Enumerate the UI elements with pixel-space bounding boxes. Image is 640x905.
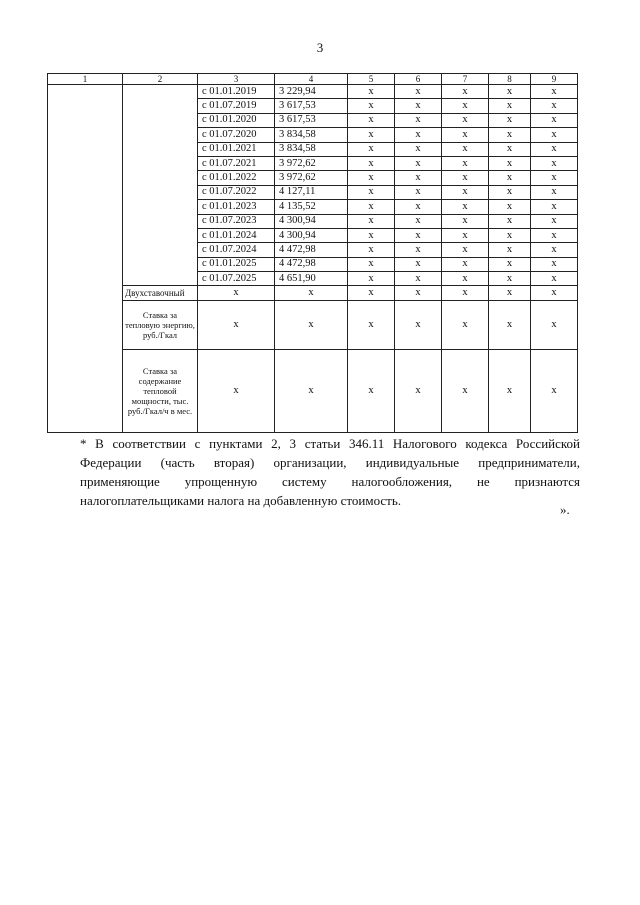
x-cell: х — [348, 128, 395, 142]
x-cell: х — [348, 349, 395, 432]
x-cell: х — [531, 128, 578, 142]
tariff-table — [47, 73, 578, 433]
period-cell: с 01.07.2024 — [198, 243, 275, 257]
capacity-rate-row-label: Ставка за содержание тепловой мощности, тыс. руб./Гкал/ч в мес. — [123, 349, 198, 432]
x-cell: х — [275, 286, 348, 300]
merged-cell-col2 — [123, 85, 198, 286]
x-cell: х — [442, 128, 489, 142]
x-cell: х — [489, 156, 531, 170]
x-cell: х — [395, 257, 442, 271]
x-cell: х — [348, 257, 395, 271]
x-cell: х — [531, 286, 578, 300]
period-cell: с 01.07.2025 — [198, 272, 275, 286]
x-cell: х — [489, 349, 531, 432]
x-cell: х — [489, 200, 531, 214]
x-cell: х — [442, 349, 489, 432]
x-cell: х — [489, 171, 531, 185]
merged-cell-col1 — [48, 85, 123, 433]
x-cell: х — [348, 99, 395, 113]
header-cell: 9 — [531, 74, 578, 85]
x-cell: х — [531, 349, 578, 432]
x-cell: х — [395, 142, 442, 156]
x-cell: х — [395, 128, 442, 142]
x-cell: х — [531, 113, 578, 127]
x-cell: х — [531, 214, 578, 228]
x-cell: х — [531, 228, 578, 242]
header-cell: 3 — [198, 74, 275, 85]
tariff-value-cell: 3 617,53 — [275, 99, 348, 113]
x-cell: х — [275, 300, 348, 349]
period-cell: с 01.07.2021 — [198, 156, 275, 170]
x-cell: х — [531, 156, 578, 170]
capacity-rate-row — [48, 349, 578, 432]
tariff-value-cell: 3 972,62 — [275, 156, 348, 170]
x-cell: х — [348, 286, 395, 300]
x-cell: х — [442, 113, 489, 127]
x-cell: х — [348, 200, 395, 214]
closing-quote: ». — [560, 502, 570, 517]
period-cell: с 01.01.2020 — [198, 113, 275, 127]
x-cell: х — [442, 185, 489, 199]
x-cell: х — [531, 85, 578, 99]
x-cell: х — [531, 99, 578, 113]
x-cell: х — [395, 243, 442, 257]
x-cell: х — [442, 85, 489, 99]
x-cell: х — [531, 185, 578, 199]
x-cell: х — [395, 156, 442, 170]
period-cell: с 01.01.2025 — [198, 257, 275, 271]
x-cell: х — [348, 300, 395, 349]
x-cell: х — [198, 300, 275, 349]
x-cell: х — [348, 156, 395, 170]
header-cell: 2 — [123, 74, 198, 85]
x-cell: х — [275, 349, 348, 432]
x-cell: х — [442, 156, 489, 170]
x-cell: х — [489, 85, 531, 99]
x-cell: х — [348, 185, 395, 199]
footnote — [80, 434, 580, 510]
x-cell: х — [442, 286, 489, 300]
tariff-value-cell: 4 135,52 — [275, 200, 348, 214]
x-cell: х — [442, 99, 489, 113]
x-cell: х — [531, 300, 578, 349]
two-part-row-label: Двухставочный — [123, 286, 198, 300]
x-cell: х — [395, 228, 442, 242]
x-cell: х — [531, 243, 578, 257]
period-cell: с 01.01.2021 — [198, 142, 275, 156]
two-part-row — [48, 286, 578, 300]
table-row — [48, 85, 578, 99]
x-cell: х — [489, 286, 531, 300]
x-cell: х — [442, 142, 489, 156]
x-cell: х — [489, 99, 531, 113]
heat-rate-row — [48, 300, 578, 349]
header-cell: 4 — [275, 74, 348, 85]
x-cell: х — [348, 243, 395, 257]
x-cell: х — [531, 257, 578, 271]
header-cell: 7 — [442, 74, 489, 85]
x-cell: х — [395, 113, 442, 127]
x-cell: х — [395, 272, 442, 286]
tariff-value-cell: 3 617,53 — [275, 113, 348, 127]
x-cell: х — [489, 142, 531, 156]
x-cell: х — [442, 300, 489, 349]
x-cell: х — [531, 171, 578, 185]
x-cell: х — [531, 272, 578, 286]
x-cell: х — [395, 286, 442, 300]
tariff-value-cell: 4 300,94 — [275, 214, 348, 228]
period-cell: с 01.01.2024 — [198, 228, 275, 242]
tariff-value-cell: 4 472,98 — [275, 257, 348, 271]
x-cell: х — [531, 200, 578, 214]
x-cell: х — [442, 243, 489, 257]
x-cell: х — [395, 171, 442, 185]
x-cell: х — [489, 228, 531, 242]
x-cell: х — [442, 171, 489, 185]
x-cell: х — [442, 228, 489, 242]
x-cell: х — [395, 200, 442, 214]
x-cell: х — [348, 113, 395, 127]
tariff-value-cell: 3 972,62 — [275, 171, 348, 185]
x-cell: х — [395, 85, 442, 99]
x-cell: х — [489, 113, 531, 127]
x-cell: х — [395, 300, 442, 349]
period-cell: с 01.07.2023 — [198, 214, 275, 228]
x-cell: х — [489, 185, 531, 199]
tariff-value-cell: 3 834,58 — [275, 142, 348, 156]
period-cell: с 01.07.2022 — [198, 185, 275, 199]
tariff-value-cell: 4 651,90 — [275, 272, 348, 286]
header-row — [48, 74, 578, 85]
tariff-value-cell: 4 127,11 — [275, 185, 348, 199]
header-cell: 6 — [395, 74, 442, 85]
tariff-value-cell: 4 472,98 — [275, 243, 348, 257]
x-cell: х — [348, 228, 395, 242]
x-cell: х — [531, 142, 578, 156]
x-cell: х — [489, 243, 531, 257]
x-cell: х — [442, 272, 489, 286]
period-cell: с 01.01.2022 — [198, 171, 275, 185]
x-cell: х — [395, 349, 442, 432]
period-cell: с 01.07.2019 — [198, 99, 275, 113]
header-cell: 5 — [348, 74, 395, 85]
x-cell: х — [348, 214, 395, 228]
x-cell: х — [348, 142, 395, 156]
x-cell: х — [198, 286, 275, 300]
x-cell: х — [442, 200, 489, 214]
x-cell: х — [489, 272, 531, 286]
x-cell: х — [395, 99, 442, 113]
x-cell: х — [442, 257, 489, 271]
x-cell: х — [489, 214, 531, 228]
x-cell: х — [489, 300, 531, 349]
x-cell: х — [442, 214, 489, 228]
header-cell: 8 — [489, 74, 531, 85]
tariff-value-cell: 3 834,58 — [275, 128, 348, 142]
tariff-value-cell: 3 229,94 — [275, 85, 348, 99]
x-cell: х — [489, 128, 531, 142]
heat-rate-row-label: Ставка за тепловую энергию, руб./Гкал — [123, 300, 198, 349]
x-cell: х — [198, 349, 275, 432]
tariff-table-body — [48, 74, 578, 433]
x-cell: х — [395, 214, 442, 228]
x-cell: х — [489, 257, 531, 271]
x-cell: х — [348, 85, 395, 99]
tariff-value-cell: 4 300,94 — [275, 228, 348, 242]
footnote-text: * В соответствии с пунктами 2, 3 статьи 346.11 Налогового кодекса Российской Федерации (часть вторая) организации, индивидуальные предприниматели, применяющие упрощенную систему налогообложения, не признаются налогоплательщиками налога на добавленную стоимость. — [80, 436, 580, 508]
period-cell: с 01.01.2023 — [198, 200, 275, 214]
x-cell: х — [348, 272, 395, 286]
period-cell: с 01.07.2020 — [198, 128, 275, 142]
page-number: 3 — [316, 40, 324, 55]
x-cell: х — [395, 185, 442, 199]
header-cell: 1 — [48, 74, 123, 85]
period-cell: с 01.01.2019 — [198, 85, 275, 99]
x-cell: х — [348, 171, 395, 185]
